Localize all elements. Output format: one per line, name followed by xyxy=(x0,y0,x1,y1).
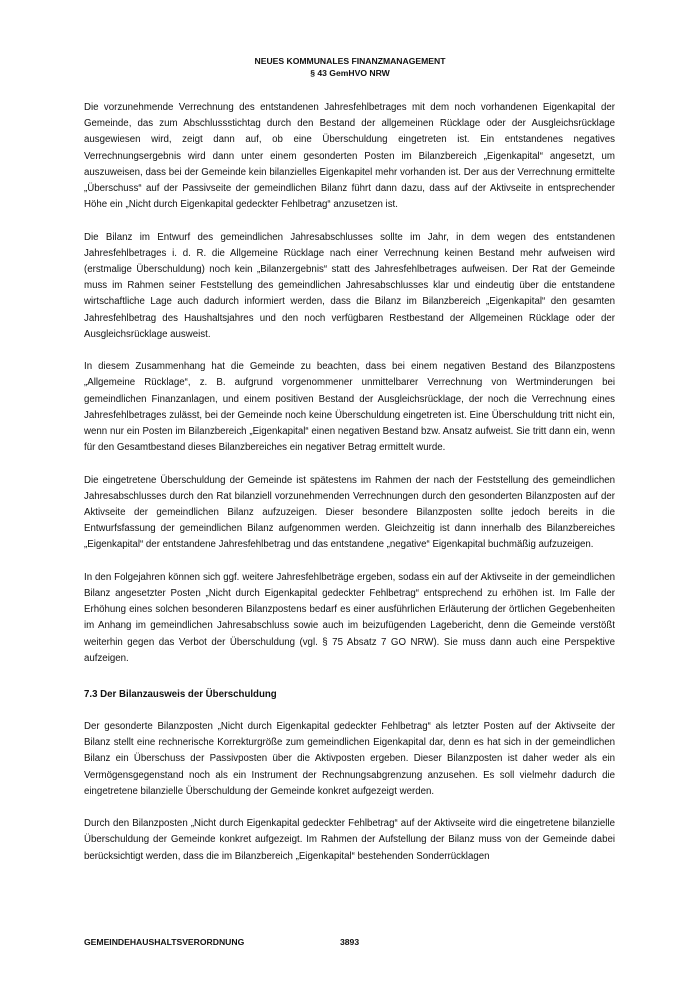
paragraph: In den Folgejahren können sich ggf. weitere Jahresfehlbeträge ergeben, sodass ein auf der Aktivseite in der gemeindlichen Bilanz angesetzter Posten „Nicht durch Eigenkapital gedeckter Fehlbetrag“ entsprechend zu erhöhen ist. Im Falle der Erhöhung eines solchen besonderen Bilanzpostens bedarf es einer ausführlichen Erläuterung der örtlichen Gegebenheiten im Anhang im gemeindlichen Jahresabschluss sowie auch im beizufügenden Lagebericht, denn die Gemeinde verstößt weiterhin gegen das Verbot der Überschuldung (vgl. § 75 Absatz 7 GO NRW). Sie muss dann auch eine Perspektive aufzeigen. xyxy=(84,571,615,664)
paragraph: Die eingetretene Überschuldung der Gemeinde ist spätestens im Rahmen der nach der Feststellung des gemeindlichen Jahresabschlusses durch den Rat bilanziell vorzunehmenden Verrechnungen durch den gesonderten Bilanzposten auf der Aktivseite der gemeindlichen Bilanz aufzuzeigen. Dieser besondere Bilanzposten sollte jedoch bereits in die Entwurfsfassung der gemeindlichen Bilanz aufgenommen werden. Gleichzeitig ist dann innerhalb des Bilanzbereiches „Eigenkapital“ der entstandene Jahresfehlbetrag und das entstandene „negative“ Eigenkapital buchmäßig aufzuzeigen. xyxy=(84,474,615,551)
section-heading: 7.3 Der Bilanzausweis der Überschuldung xyxy=(84,689,277,701)
paragraph: Durch den Bilanzposten „Nicht durch Eigenkapital gedeckter Fehlbetrag“ auf der Aktivseite wird die eingetretene bilanzielle Überschuldung der Gemeinde konkret aufgezeigt. Im Rahmen der Aufstellung der Bilanz muss von der Gemeinde dabei berücksichtigt werden, dass die im Bilanzbereich „Eigenkapital“ bestehenden Sonderrücklagen xyxy=(84,818,615,862)
document-body xyxy=(84,100,615,881)
paragraph: Die Bilanz im Entwurf des gemeindlichen Jahresabschlusses sollte im Jahr, in dem wegen des entstandenen Jahresfehlbetrages i. d. R. die Allgemeine Rücklage nach einer Verrechnung keinen Bestand mehr aufweisen wird (erstmalige Überschuldung) noch kein „Bilanzergebnis“ statt des Jahresfehlbetrages aufweisen. Der Rat der Gemeinde muss im Rahmen seiner Feststellung des gemeindlichen Jahresabschlusses klar und eindeutig über die entstandene wirtschaftliche Lage auch dadurch informiert werden, dass die Bilanz im Bilanzbereich „Eigenkapital“ den gesamten Jahresfehlbetrag des Haushaltsjahres und den noch verfügbaren Restbestand der Allgemeinen Rücklage oder der Ausgleichsrücklage ausweist. xyxy=(84,231,615,340)
footer-title: GEMEINDEHAUSHALTSVERORDNUNG xyxy=(84,937,245,947)
paragraph: In diesem Zusammenhang hat die Gemeinde zu beachten, dass bei einem negativen Bestand des Bilanzpostens „Allgemeine Rücklage“, z. B. aufgrund vorgenommener unmittelbarer Verrechnung von Wertminderungen bei gemeindlichen Finanzanlagen, und einem positiven Bestand der Ausgleichsrücklage, der noch die Verrechnung eines Jahresfehlbetrages zulässt, bei der Gemeinde noch keine Überschuldung eingetreten ist. Eine Überschuldung tritt nicht ein, wenn nur ein Posten im Bilanzbereich „Eigenkapital“ einen negativen Bestand bzw. Ansatz aufweist. Sie tritt dann ein, wenn für den Gesamtbestand dieses Bilanzbereiches ein negativer Betrag ermittelt wurde. xyxy=(84,361,615,454)
paragraph: Der gesonderte Bilanzposten „Nicht durch Eigenkapital gedeckter Fehlbetrag“ als letzter Posten auf der Aktivseite der Bilanz stellt eine rechnerische Korrekturgröße zum gemeindlichen Eigenkapital dar, denn es hat sich in der gemeindlichen Bilanz ein Überschuss der Passivposten über die Aktivposten ergeben. Dieser Bilanzposten ist daher weder als ein Vermögensgegenstand noch als ein Instrument der Rechnungsabgrenzung anzusehen. Es soll vielmehr dadurch die eingetretene bilanzielle Überschuldung der Gemeinde konkret aufgezeigt werden. xyxy=(84,721,615,797)
paragraph: Die vorzunehmende Verrechnung des entstandenen Jahresfehlbetrages mit dem noch vorhandenen Eigenkapital der Gemeinde, das zum Abschlussstichtag durch den Bestand der allgemeinen Rücklage oder der Ausgleichsrücklage ausgewiesen wird, zeigt dann auf, ob eine Überschuldung eingetreten ist. Ein entstandenes negatives Verrechnungsergebnis wird dann unter einem gesonderten Posten im Bilanzbereich „Eigenkapital“ angesetzt, um auszuweisen, dass bei der Gemeinde kein bilanzielles Eigenkapitel mehr vorhanden ist. Der aus der Verrechnung ermittelte „Überschuss“ auf der Passivseite der gemeindlichen Bilanz führt dann dazu, dass auf der Aktivseite in entsprechender Höhe ein „Nicht durch Eigenkapital gedeckter Fehlbetrag“ anzusetzen ist. xyxy=(84,102,615,211)
header-subtitle: § 43 GemHVO NRW xyxy=(310,67,390,78)
header-title: NEUES KOMMUNALES FINANZMANAGEMENT xyxy=(254,56,446,66)
page-footer xyxy=(84,937,360,947)
page-header xyxy=(0,56,700,79)
page-number: 3893 xyxy=(340,937,360,947)
